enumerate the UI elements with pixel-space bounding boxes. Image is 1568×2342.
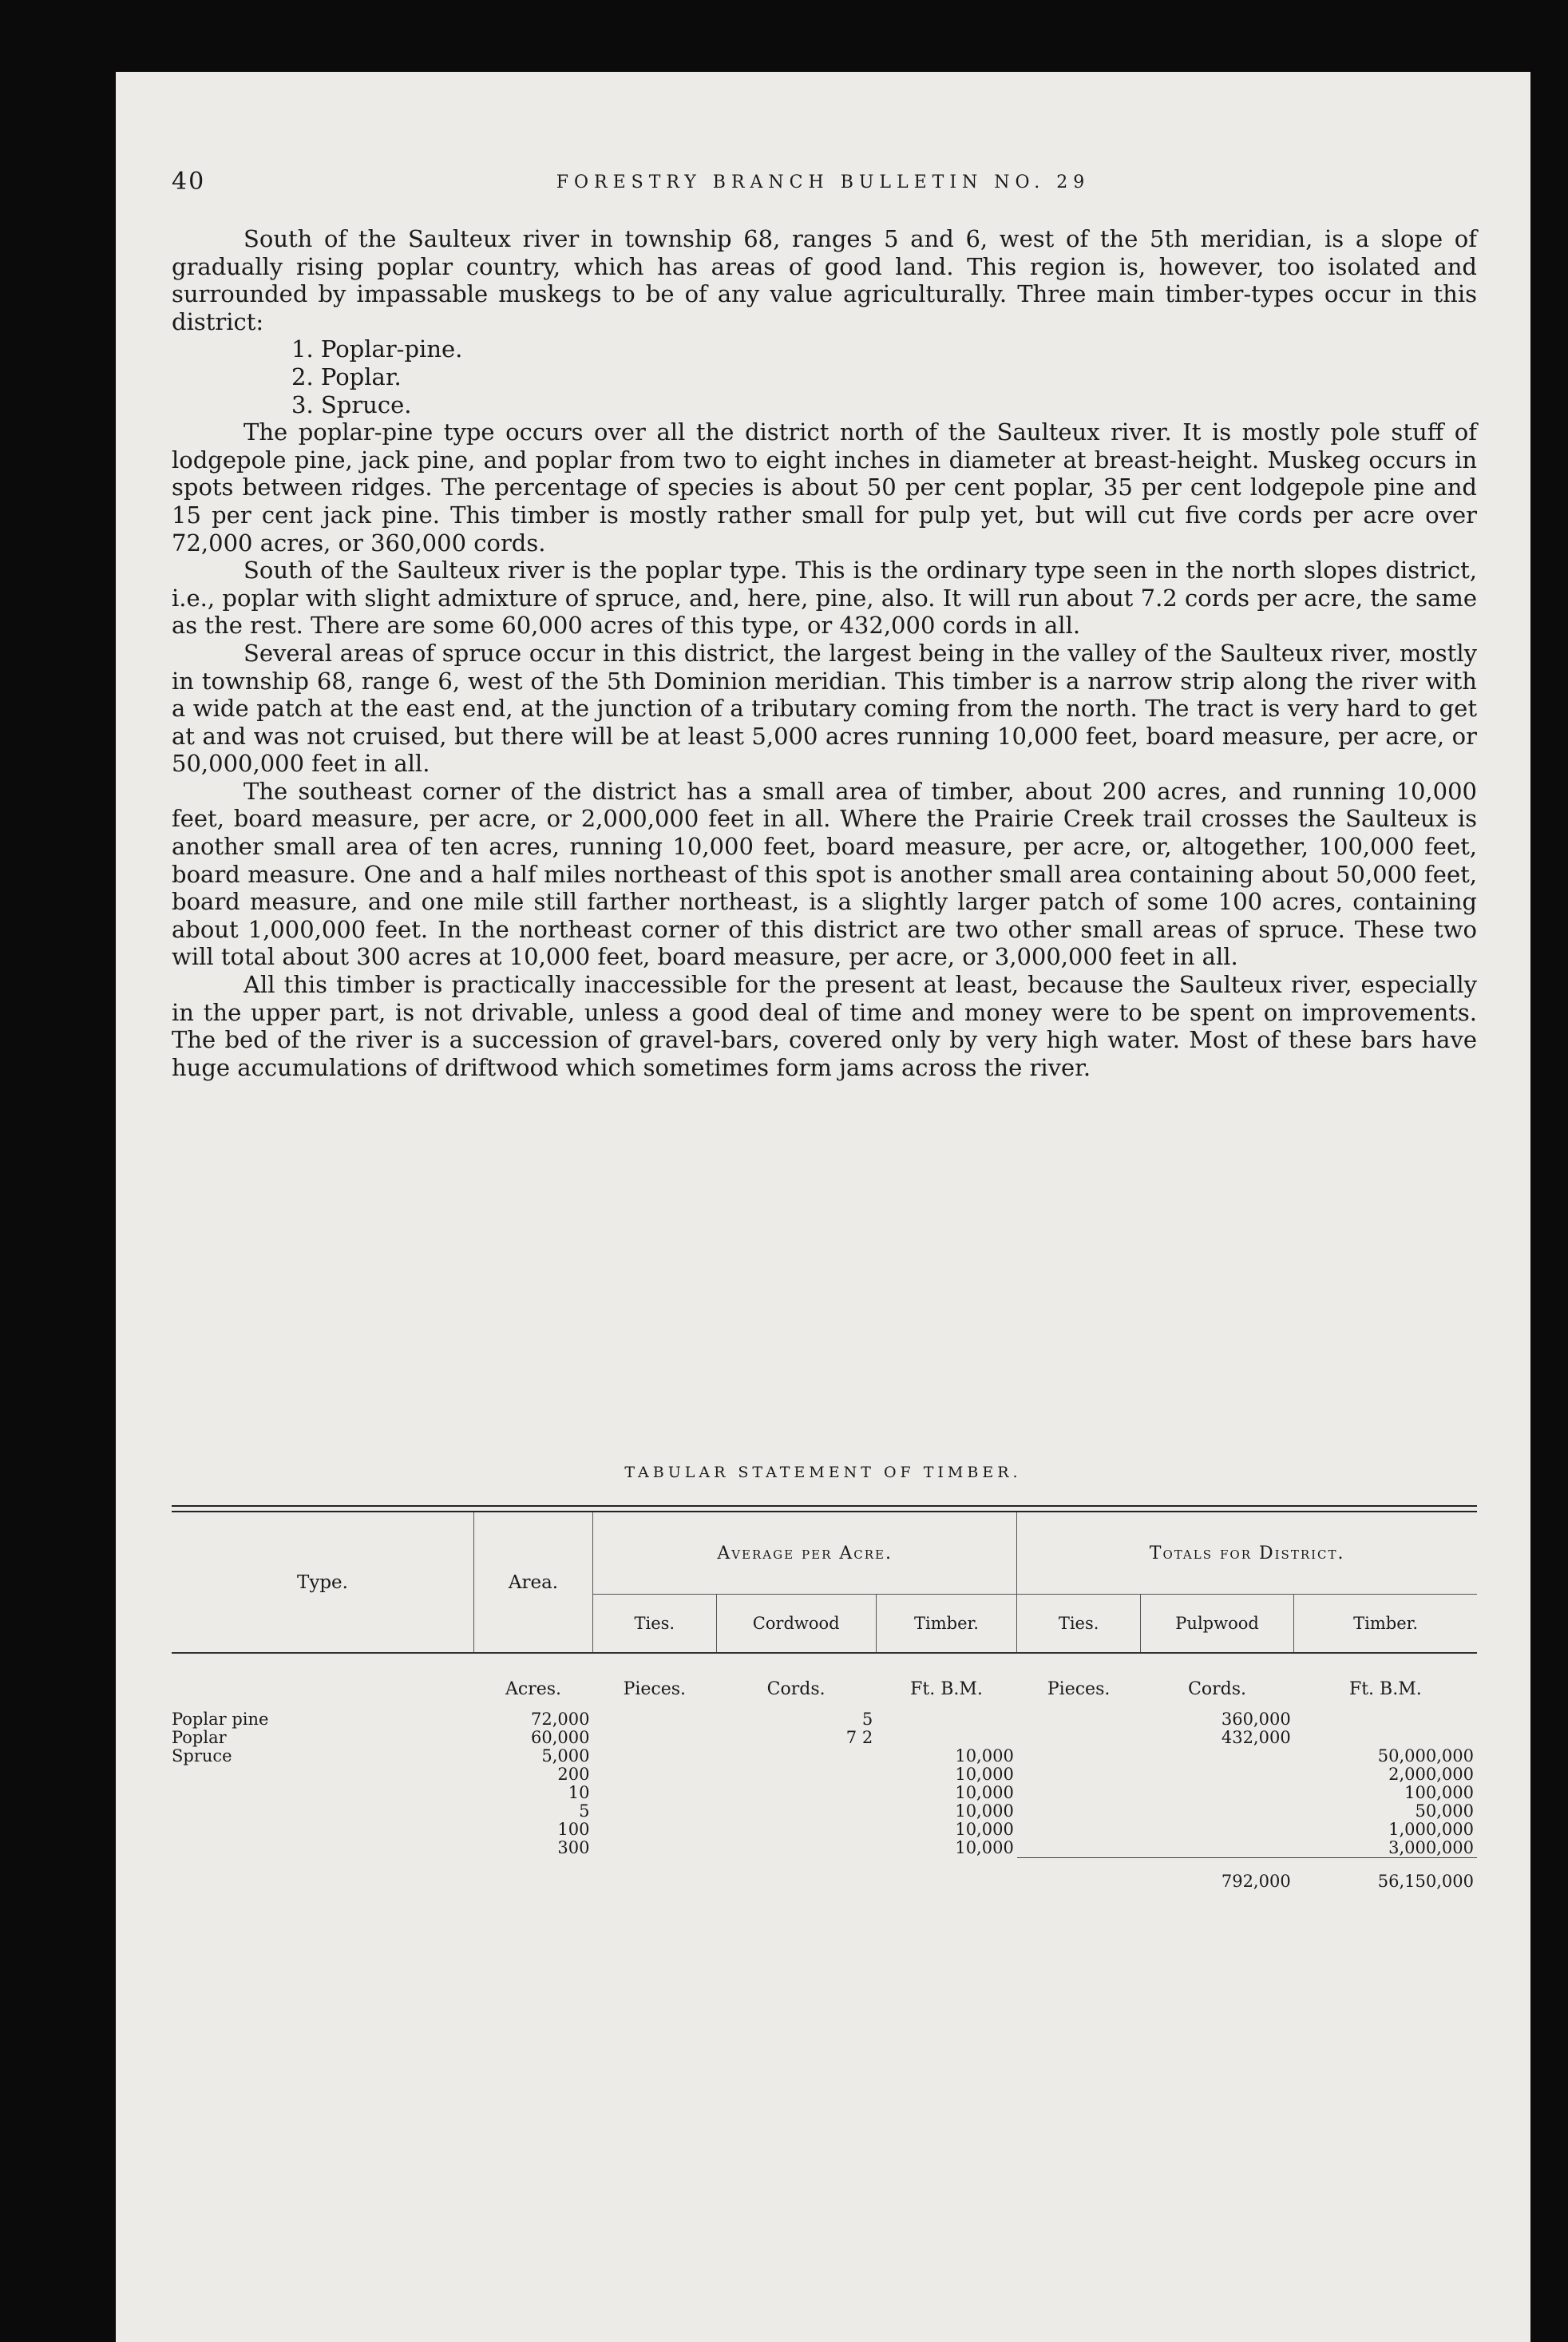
table-cell-cord: 5: [861, 1710, 873, 1729]
unit-cell: Cords.: [1140, 1653, 1293, 1710]
col-area-header: Area.: [474, 1512, 593, 1653]
table-cell-area: 60,000: [531, 1728, 590, 1747]
body-text: [172, 225, 1477, 1081]
table-cell-timber: 10,000: [955, 1838, 1014, 1858]
table-cell-pulp: 360,000: [1221, 1710, 1291, 1729]
table-cell-cord: [716, 1802, 876, 1821]
table-cell-cord: [716, 1784, 876, 1802]
table-cell-cord: 7 2: [845, 1728, 873, 1747]
col-type-header: Type.: [297, 1571, 348, 1593]
timber-types-list: [172, 335, 1477, 418]
table-row: [172, 1747, 1477, 1765]
table-cell-ties: [593, 1839, 717, 1858]
table-cell-area: 10: [568, 1783, 590, 1802]
table-cell-type: [172, 1765, 474, 1784]
table-cell-ties: [593, 1765, 717, 1784]
totals-row: [172, 1863, 1477, 1900]
table-cell-ttimber: 100,000: [1404, 1783, 1474, 1802]
table-cell-ttimber: 1,000,000: [1388, 1820, 1474, 1839]
table-cell-type: Poplar pine: [172, 1710, 269, 1729]
sub-header-ties-total: Ties.: [1017, 1595, 1141, 1654]
table-cell-ties: [593, 1821, 717, 1839]
paragraph: The southeast corner of the district has a small area of timber, about 200 acres, and running 10,000 feet, board measure, per acre, or 2,000,000 feet in all. Where the Prairie Creek trail crosses the Saulteux is another small area of ten acres, running 10,000 feet, board measure, per acre, or, altogether, 100,000 feet, board measure. One and a half miles northeast of this spot is another small area containing about 50,000 feet, board measure, and one mile still farther northeast, is a slightly larger patch of some 100 acres, containing about 1,000,000 feet. In the northeast corner of this district are two other small areas of spruce. These two will total about 300 acres at 10,000 feet, board measure, per acre, or 3,000,000 feet in all.: [172, 777, 1477, 971]
unit-cell: Ft. B.M.: [1294, 1653, 1477, 1710]
table-cell-tties: [1017, 1747, 1141, 1765]
list-item: 1. Poplar-pine.: [291, 335, 463, 363]
table-top-rule: [172, 1505, 1477, 1512]
table-cell-type: Spruce: [172, 1746, 232, 1765]
table-row: [172, 1765, 1477, 1784]
table-row: [172, 1839, 1477, 1858]
table-cell-ties: [593, 1710, 717, 1729]
paragraph: All this timber is practically inaccessible for the present at least, because the Saulteux river, especially in the upper part, is not drivable, unless a good deal of time and money were to be spent on improvements. The bed of the river is a succession of gravel-bars, covered only by very high water. Most of these bars have huge accumulations of driftwood which sometimes form jams across the river.: [172, 971, 1477, 1081]
table-cell-timber: [876, 1729, 1017, 1747]
list-item: 3. Spruce.: [291, 390, 412, 418]
unit-cell: Pieces.: [593, 1653, 717, 1710]
table-row: [172, 1802, 1477, 1821]
table-cell-cord: [716, 1839, 876, 1858]
table-cell-cord: [716, 1821, 876, 1839]
table-cell-ties: [593, 1784, 717, 1802]
unit-cell: Pieces.: [1017, 1653, 1141, 1710]
table-cell-cord: [716, 1747, 876, 1765]
table-cell-area: 300: [557, 1838, 590, 1858]
table-cell-timber: 10,000: [955, 1801, 1014, 1821]
total-pulpwood: 792,000: [1221, 1872, 1291, 1891]
table-cell-timber: 10,000: [955, 1765, 1014, 1784]
table-cell-tties: [1017, 1802, 1141, 1821]
table-cell-pulp: [1140, 1765, 1293, 1784]
table-cell-area: 5: [579, 1801, 590, 1821]
table-cell-type: [172, 1839, 474, 1858]
table-cell-ttimber: [1294, 1729, 1477, 1747]
table-row: [172, 1784, 1477, 1802]
table-cell-ties: [593, 1729, 717, 1747]
paragraph: South of the Saulteux river in township 68, ranges 5 and 6, west of the 5th meridian, is a slope of gradually rising poplar country, which has areas of good land. This region is, however, too isolated and surrounded by impassable muskegs to be of any value agriculturally. Three main timber-types occur in this district:: [172, 225, 1477, 335]
table-cell-pulp: [1140, 1802, 1293, 1821]
table-cell-timber: 10,000: [955, 1746, 1014, 1765]
table-cell-pulp: [1140, 1784, 1293, 1802]
table-cell-ties: [593, 1802, 717, 1821]
table-cell-pulp: [1140, 1747, 1293, 1765]
table-title: TABULAR STATEMENT OF TIMBER.: [624, 1464, 1022, 1481]
unit-cell: Cords.: [716, 1653, 876, 1710]
table-cell-type: Poplar: [172, 1728, 227, 1747]
group-totals-header: Totals for District.: [1017, 1512, 1477, 1595]
table-row: [172, 1710, 1477, 1729]
sub-header-cordwood: Cordwood: [716, 1595, 876, 1654]
table-cell-pulp: 432,000: [1221, 1728, 1291, 1747]
unit-cell: Ft. B.M.: [876, 1653, 1017, 1710]
paragraph: The poplar-pine type occurs over all the district north of the Saulteux river. It is mostly pole stuff of lodgepole pine, jack pine, and poplar from two to eight inches in diameter at breast-height. Muskeg occurs in spots between ridges. The percentage of species is about 50 per cent poplar, 35 per cent lodgepole pine and 15 per cent jack pine. This timber is mostly rather small for pulp yet, but will cut five cords per acre over 72,000 acres, or 360,000 cords.: [172, 418, 1477, 557]
table-cell-timber: 10,000: [955, 1783, 1014, 1802]
document-page: [116, 72, 1530, 2342]
paragraph: Several areas of spruce occur in this district, the largest being in the valley of the Saulteux river, mostly in township 68, range 6, west of the 5th Dominion meridian. This timber is a narrow strip along the river with a wide patch at the east end, at the junction of a tributary coming from the north. The tract is very hard to get at and was not cruised, but there will be at least 5,000 acres running 10,000 feet, board measure, per acre, or 50,000,000 feet in all.: [172, 639, 1477, 778]
table-row: [172, 1821, 1477, 1839]
table-cell-tties: [1017, 1710, 1141, 1729]
table-row: [172, 1729, 1477, 1747]
sub-header-ties: Ties.: [593, 1595, 717, 1654]
unit-cell: Acres.: [474, 1653, 593, 1710]
table-cell-timber: 10,000: [955, 1820, 1014, 1839]
table-cell-cord: [716, 1765, 876, 1784]
sub-header-timber: Timber.: [876, 1595, 1017, 1654]
table-cell-type: [172, 1784, 474, 1802]
paragraph: South of the Saulteux river is the poplar type. This is the ordinary type seen in the north slopes district, i.e., poplar with slight admixture of spruce, and, here, pine, also. It will run about 7.2 cords per acre, the same as the rest. There are some 60,000 acres of this type, or 432,000 cords in all.: [172, 557, 1477, 640]
table-cell-pulp: [1140, 1839, 1293, 1858]
page-header: [116, 168, 1530, 208]
page-number: 40: [172, 168, 206, 196]
table-cell-tties: [1017, 1729, 1141, 1747]
table-cell-pulp: [1140, 1821, 1293, 1839]
table-cell-type: [172, 1821, 474, 1839]
table-cell-tties: [1017, 1765, 1141, 1784]
table-cell-area: 100: [557, 1820, 590, 1839]
sub-header-pulpwood: Pulpwood: [1140, 1595, 1293, 1654]
table-cell-area: 72,000: [531, 1710, 590, 1729]
table-cell-area: 5,000: [541, 1746, 590, 1765]
table-cell-ttimber: 50,000: [1415, 1801, 1474, 1821]
table-cell-ttimber: [1294, 1710, 1477, 1729]
table-cell-timber: [876, 1710, 1017, 1729]
total-timber: 56,150,000: [1377, 1872, 1474, 1891]
table-cell-ttimber: 2,000,000: [1388, 1765, 1474, 1784]
group-average-header: Average per Acre.: [593, 1512, 1017, 1595]
units-row: [172, 1653, 1477, 1710]
table-cell-ties: [593, 1747, 717, 1765]
sub-header-timber-total: Timber.: [1294, 1595, 1477, 1654]
running-title: FORESTRY BRANCH BULLETIN NO. 29: [556, 172, 1091, 192]
table-cell-area: 200: [557, 1765, 590, 1784]
table-cell-tties: [1017, 1821, 1141, 1839]
table-cell-ttimber: 50,000,000: [1377, 1746, 1474, 1765]
table-cell-ttimber: 3,000,000: [1388, 1838, 1474, 1857]
table-cell-type: [172, 1802, 474, 1821]
table-cell-tties: [1017, 1784, 1141, 1802]
table-cell-tties: [1017, 1839, 1141, 1858]
list-item: 2. Poplar.: [291, 363, 402, 390]
timber-table: [172, 1505, 1477, 1900]
